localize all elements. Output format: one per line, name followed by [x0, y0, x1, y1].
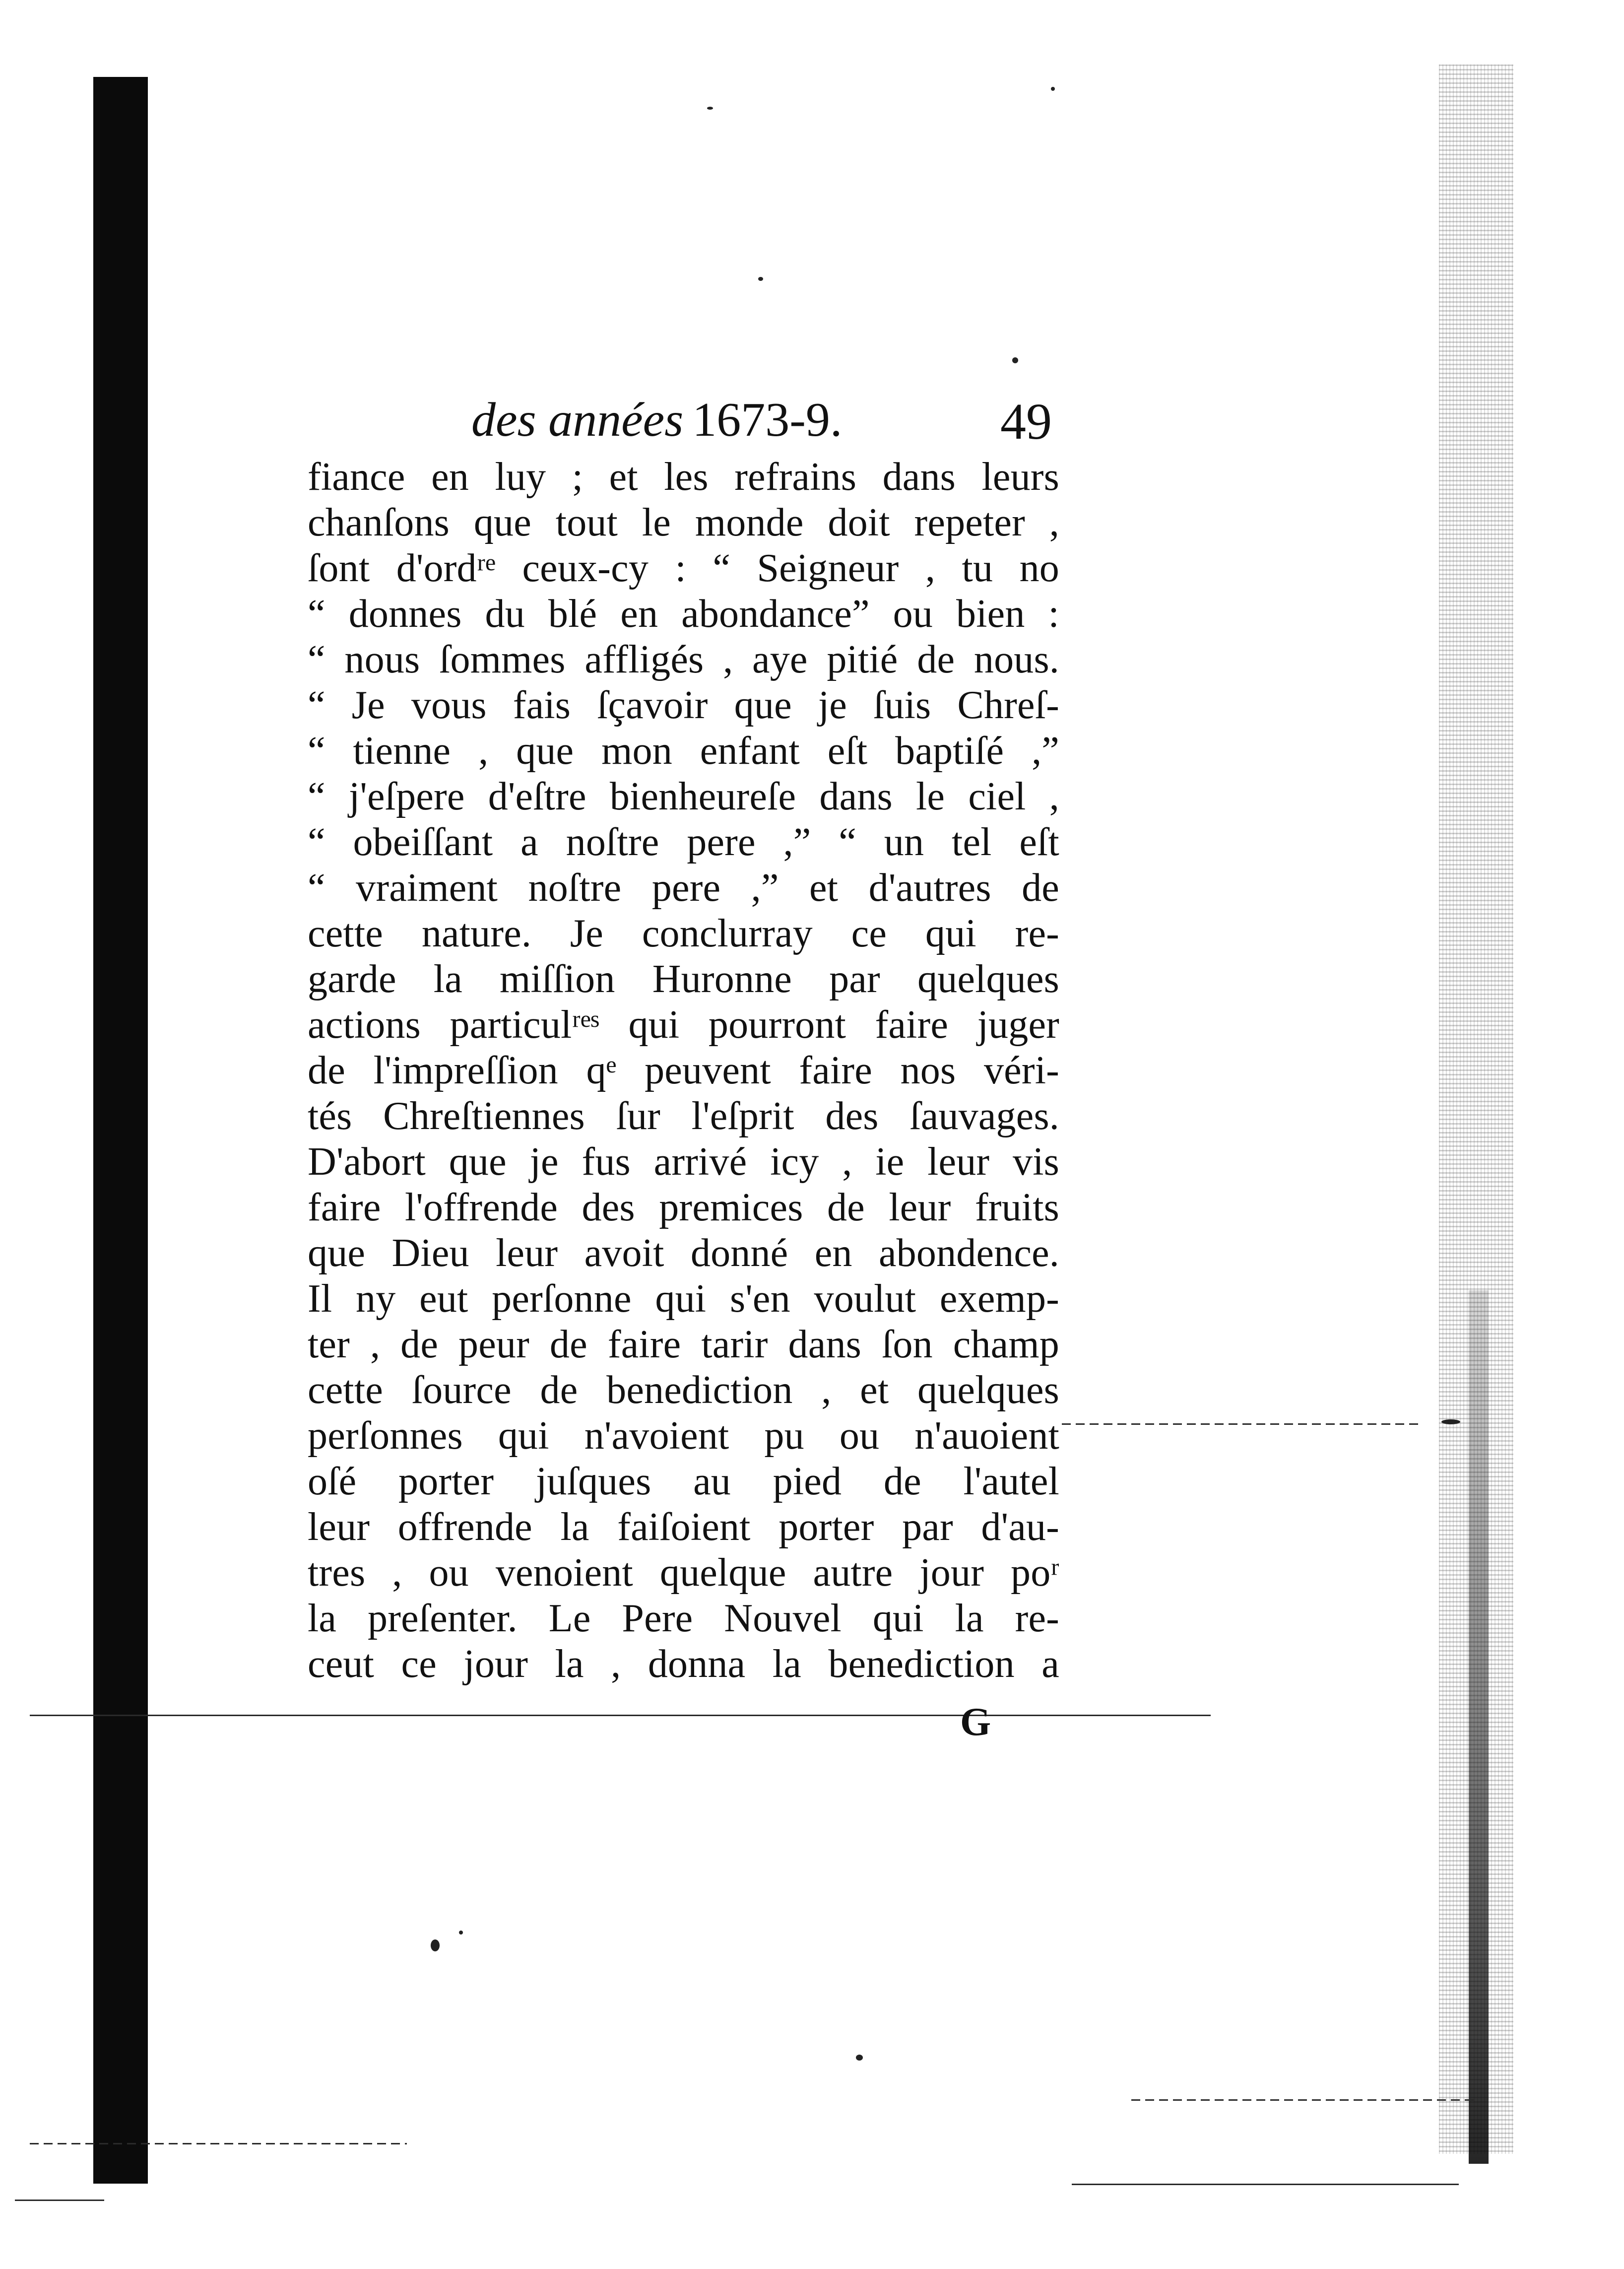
scan-speck [1051, 87, 1055, 91]
text-line: oſé porter juſques au pied de l'autel [308, 1460, 1059, 1503]
text-line: ceut ce jour la , donna la benediction a [308, 1642, 1059, 1686]
scan-rule-bottom-left [15, 2200, 104, 2201]
text-line: que Dieu leur avoit donné en abondence. [308, 1231, 1059, 1275]
running-header [471, 382, 1052, 452]
text-line: Il ny eut perſonne qui s'en voulut exemp- [308, 1277, 1059, 1321]
scan-rule-bottom-right [1072, 2184, 1459, 2185]
text-line: faire l'offrende des premices de leur fruits [308, 1186, 1059, 1229]
scan-rule-top [1062, 1423, 1419, 1425]
text-line: “ nous ſommes affligés , aye pitié de nous. [308, 638, 1059, 681]
running-title-text: des années [471, 393, 684, 447]
scan-speck [1012, 357, 1018, 363]
text-line: tres , ou venoient quelque autre jour poʳ [308, 1551, 1059, 1595]
text-line: chanſons que tout le monde doit repeter , [308, 501, 1059, 544]
text-line: “ vraiment noſtre pere ,” et d'autres de [308, 866, 1059, 910]
running-title-years: 1673-9. [692, 393, 843, 447]
text-line: D'abort que je fus arrivé icy , ie leur vis [308, 1140, 1059, 1184]
text-line: tés Chreſtiennes ſur l'eſprit des ſauvages. [308, 1094, 1059, 1138]
text-line: “ obeiſſant a noſtre pere ,” “ un tel eſt [308, 820, 1059, 864]
scan-speck [459, 1931, 463, 1935]
scan-speck [707, 107, 713, 110]
body-text [308, 454, 1059, 1687]
text-line: “ Je vous fais ſçavoir que je ſuis Chreſ- [308, 683, 1059, 727]
text-line: ſont d'ordʳᵉ ceux-cy : “ Seigneur , tu no [308, 546, 1059, 590]
scan-rule-middle [30, 1715, 1211, 1716]
text-line: perſonnes qui n'avoient pu ou n'auoient [308, 1414, 1059, 1458]
text-line: leur offrende la faiſoient porter par d'au- [308, 1505, 1059, 1549]
scan-rule-lower-right [1131, 2099, 1479, 2101]
scan-speck [758, 277, 763, 281]
signature-mark: G [960, 1700, 991, 1744]
text-line: la preſenter. Le Pere Nouvel qui la re- [308, 1597, 1059, 1640]
scan-speck [856, 2055, 863, 2061]
text-line: cette ſource de benediction , et quelques [308, 1368, 1059, 1412]
text-line: “ j'eſpere d'eſtre bienheureſe dans le ciel , [308, 775, 1059, 818]
scan-speck [1441, 1419, 1460, 1424]
text-line: “ donnes du blé en abondance” ou bien : [308, 592, 1059, 636]
running-title [471, 392, 842, 448]
scan-speck [431, 1939, 440, 1951]
binding-shadow-bar [93, 77, 148, 2184]
scanned-page-edge-shadow [1469, 1290, 1489, 2164]
text-line: actions particulʳᵉˢ qui pourront faire juger [308, 1003, 1059, 1047]
text-line: cette nature. Je conclurray ce qui re- [308, 912, 1059, 955]
text-line: fiance en luy ; et les refrains dans leurs [308, 455, 1059, 499]
text-line: garde la miſſion Huronne par quelques [308, 957, 1059, 1001]
text-line: “ tienne , que mon enfant eſt baptiſé ,” [308, 729, 1059, 773]
page-number: 49 [1000, 393, 1052, 450]
scan-rule-lower-left [30, 2143, 407, 2144]
text-line: de l'impreſſion qᵉ peuvent faire nos véri- [308, 1049, 1059, 1092]
text-line: ter , de peur de faire tarir dans ſon champ [308, 1323, 1059, 1366]
